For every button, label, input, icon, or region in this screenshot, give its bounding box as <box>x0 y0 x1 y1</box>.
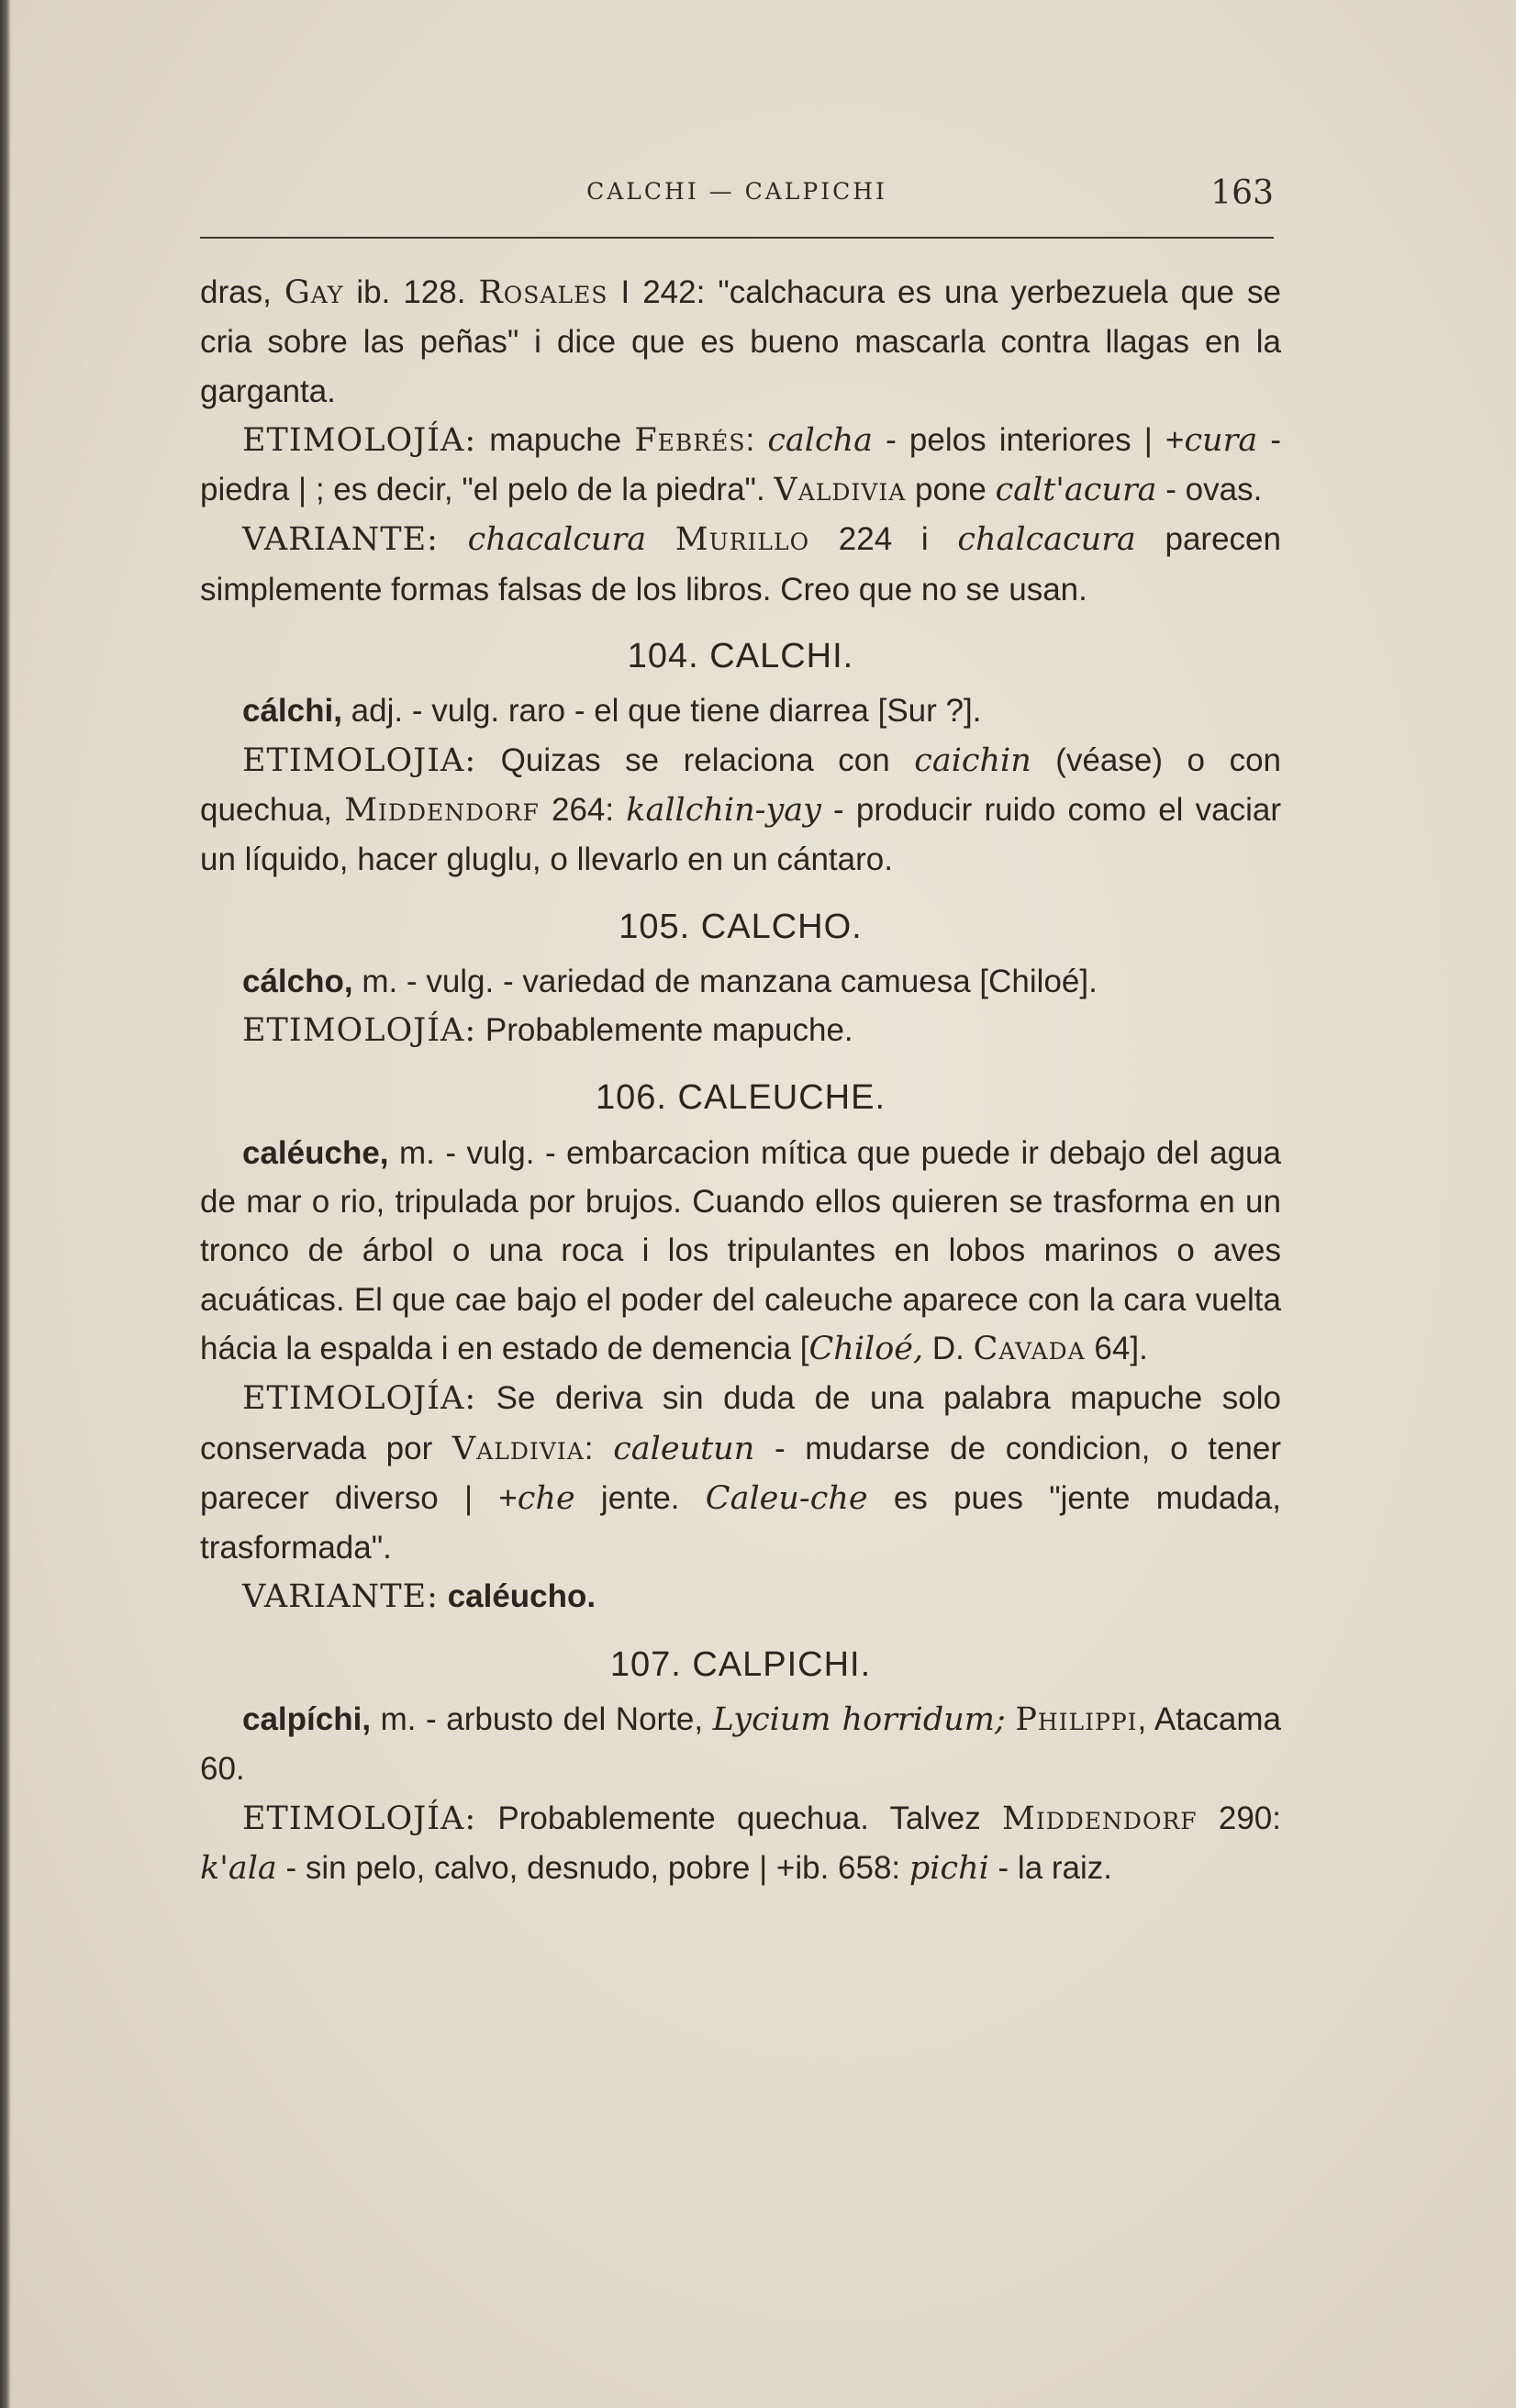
text <box>1006 1701 1016 1737</box>
entry-definition <box>200 1129 1281 1374</box>
entry-heading-106: 106. CALEUCHE. <box>595 1078 886 1118</box>
italic-term: caichin <box>914 741 1031 779</box>
author-name: Valdivia <box>451 1430 585 1467</box>
text: : <box>745 421 768 458</box>
etymology-paragraph <box>200 1006 1281 1055</box>
italic-term: caleutun <box>613 1430 755 1467</box>
text: m. - arbusto del Norte, <box>371 1701 713 1738</box>
section-label: VARIANTE: <box>242 521 439 559</box>
section-label: ETIMOLOJÍA: <box>242 1800 477 1837</box>
headword: caléuche, <box>242 1134 389 1171</box>
text <box>646 521 675 557</box>
italic-term: chalcacura <box>957 521 1136 559</box>
entry-heading-104: 104. CALCHI. <box>627 637 854 676</box>
italic-term: chacalcura <box>467 521 647 559</box>
text: mapuche <box>476 421 635 458</box>
headword: calpíchi, <box>242 1701 372 1738</box>
text: Probablemente mapuche. <box>476 1012 853 1049</box>
text: m. - vulg. - variedad de manzana camuesa [Chiloé]. <box>352 963 1098 999</box>
italic-term: pichi <box>908 1849 989 1887</box>
text: dras, <box>200 274 284 310</box>
text: Quizas se relaciona con <box>476 741 915 778</box>
headword: caléucho. <box>447 1578 596 1615</box>
text: pone <box>906 472 996 508</box>
italic-term: Lycium horridum; <box>712 1701 1006 1739</box>
text: - sin pelo, calvo, desnudo, pobre | +ib. 658: <box>276 1849 909 1886</box>
entry-definition <box>200 686 1281 735</box>
italic-term: Chiloé, <box>808 1330 924 1367</box>
section-label: VARIANTE: <box>242 1578 439 1616</box>
italic-term: che <box>517 1479 575 1517</box>
variant-paragraph <box>200 1572 1281 1622</box>
text <box>439 1578 448 1614</box>
text: - la raiz. <box>988 1849 1113 1886</box>
author-name: Rosales <box>478 274 608 311</box>
text: Se deriva sin duda de una palabra mapuche solo conservada por <box>200 1380 1281 1466</box>
section-label: ETIMOLOJÍA: <box>242 421 477 459</box>
text: parecen simplemente formas falsas de los libros. Creo que no se usan. <box>200 521 1281 608</box>
author-name: Valdivia <box>774 472 907 509</box>
text: I 242: "calchacura es una yerbezuela que se cria sobre las peñas" i dice que es bueno mascarla contra llagas en la garganta. <box>200 274 1281 409</box>
entry-definition <box>200 957 1281 1006</box>
author-name: Philippi <box>1015 1701 1138 1739</box>
italic-term: kallchin-yay <box>626 791 821 829</box>
italic-term: cura <box>1184 421 1258 459</box>
continuation-paragraph <box>200 268 1281 416</box>
text: - mudarse de condicion, o tener parecer diverso | + <box>200 1430 1282 1516</box>
etymology-paragraph <box>200 1374 1281 1572</box>
page-number: 163 <box>1210 174 1274 212</box>
author-name: Middendorf <box>344 791 540 829</box>
text: 64]. <box>1085 1330 1148 1366</box>
text: ib. 128. <box>343 274 479 310</box>
page-body <box>200 268 1281 1893</box>
text: D. <box>923 1330 974 1366</box>
section-label: ETIMOLOJIA: <box>242 741 477 779</box>
entry-definition <box>200 1695 1281 1794</box>
text: - producir ruido como el vaciar un líquido, hacer gluglu, o llevarlo en un cántaro. <box>200 791 1281 878</box>
variant-paragraph <box>200 515 1281 614</box>
header-rule <box>200 237 1274 239</box>
text: 224 i <box>809 521 958 558</box>
italic-term: calcha <box>767 421 874 459</box>
text: Probablemente quechua. Talvez <box>476 1800 1002 1836</box>
book-spine-shadow <box>0 0 11 2408</box>
text: , Atacama 60. <box>200 1701 1282 1788</box>
text: adj. - vulg. raro - el que tiene diarrea [Sur ?]. <box>341 693 982 730</box>
author-name: Murillo <box>674 521 810 559</box>
author-name: Gay <box>284 274 344 311</box>
headword: cálchi, <box>242 693 342 730</box>
entry-heading-105: 105. CALCHO. <box>619 907 863 946</box>
headword: cálcho, <box>242 963 353 999</box>
running-title: CALCHI — CALPICHI <box>586 178 887 205</box>
text: - piedra | ; es decir, "el pelo de la piedra". <box>200 421 1281 508</box>
text: jente. <box>574 1479 706 1516</box>
text: 264: <box>539 791 627 828</box>
text: - pelos interiores | + <box>873 421 1185 458</box>
author-name: Cavada <box>973 1330 1086 1367</box>
text: (véase) o con quechua, <box>200 741 1282 828</box>
section-label: ETIMOLOJÍA: <box>242 1380 477 1418</box>
section-label: ETIMOLOJÍA: <box>242 1012 477 1050</box>
running-head <box>200 174 1274 220</box>
italic-term: calt'acura <box>995 472 1157 509</box>
italic-term: Caleu-che <box>705 1479 868 1517</box>
text: es pues "jente mudada, trasformada". <box>200 1479 1281 1566</box>
italic-term: k'ala <box>200 1849 277 1887</box>
text <box>439 521 468 557</box>
text: m. - vulg. - embarcacion mítica que puede ir debajo del agua de mar o rio, tripulada por brujos. Cuando ellos quieren se trasforma en un tronco de árbol o una roca i los tripulantes en lobos marinos o aves acuáticas. El que cae bajo el poder del caleuche aparece con la cara vuelta hácia la espalda i en estado de demencia [ <box>200 1134 1281 1366</box>
author-name: Febrés <box>634 421 746 459</box>
author-name: Middendorf <box>1002 1800 1198 1837</box>
etymology-paragraph <box>200 416 1281 516</box>
text: : <box>584 1430 614 1466</box>
text: 290: <box>1197 1800 1281 1836</box>
text: - ovas. <box>1156 472 1263 508</box>
entry-heading-107: 107. CALPICHI. <box>609 1644 872 1684</box>
etymology-paragraph <box>200 1794 1281 1894</box>
etymology-paragraph <box>200 736 1281 885</box>
